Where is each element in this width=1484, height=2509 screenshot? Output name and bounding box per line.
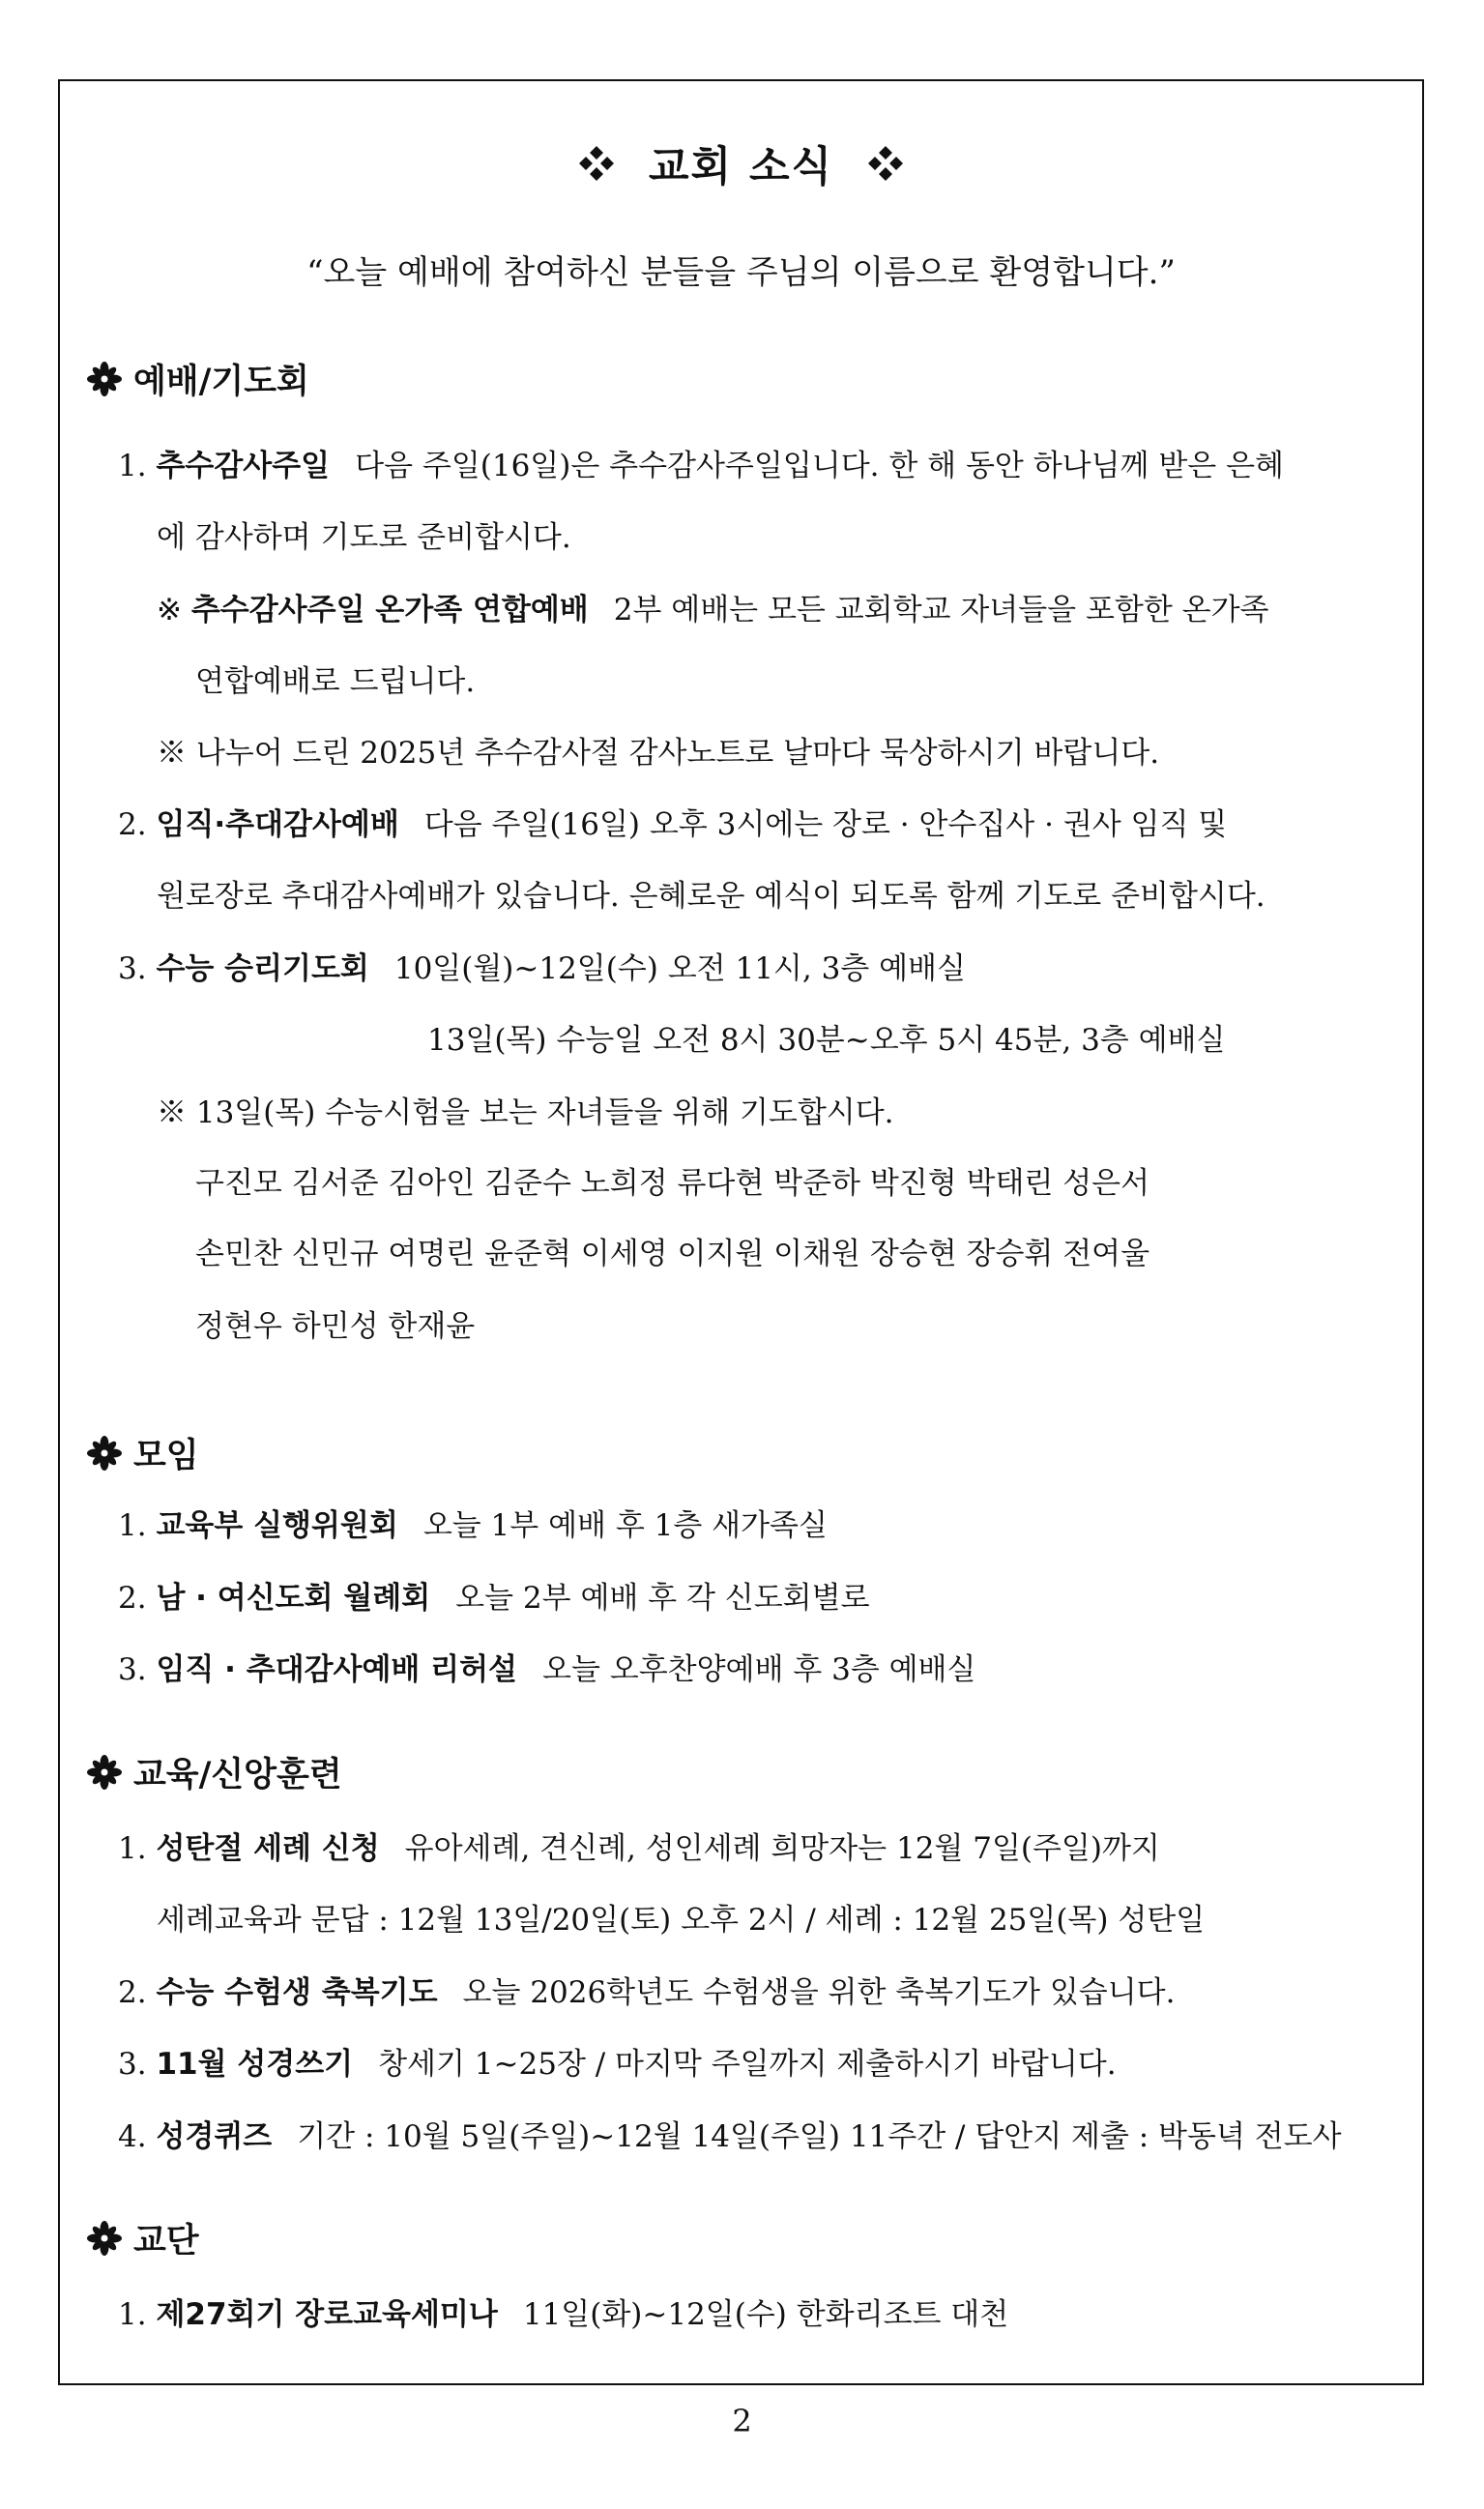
item-number: 2. <box>118 1975 147 2010</box>
item-number: 3. <box>118 951 147 986</box>
list-item <box>118 949 966 988</box>
section-worship-heading <box>87 355 309 403</box>
ornament-left-icon <box>577 144 616 183</box>
item-text: 오늘 2026학년도 수험생을 위한 축복기도가 있습니다. <box>462 1975 1176 2010</box>
list-item <box>118 805 1227 844</box>
item-number: 3. <box>118 2047 147 2082</box>
item-heading: 성경퀴즈 <box>156 2119 273 2154</box>
item-continuation: 원로장로 추대감사예배가 있습니다. 은혜로운 예식이 되도록 함께 기도로 준비합시다. <box>157 879 1266 914</box>
list-item <box>118 1650 975 1689</box>
list-item <box>118 1506 828 1545</box>
item-number: 1. <box>118 2297 147 2332</box>
item-text: 창세기 1~25장 / 마지막 주일까지 제출하시기 바랍니다. <box>378 2047 1117 2082</box>
item-text: 다음 주일(16일) 오후 3시에는 장로 · 안수집사 · 권사 임직 및 <box>423 807 1228 842</box>
student-names: 손민찬 신민규 여명린 윤준혁 이세영 이지원 이채원 장승현 장승휘 전여울 <box>195 1237 1150 1271</box>
item-text: 오늘 오후찬양예배 후 3층 예배실 <box>542 1652 976 1687</box>
list-item <box>118 2045 1117 2084</box>
note-continuation: 연합예배로 드립니다. <box>195 664 476 699</box>
note-mark: ※ <box>157 736 187 771</box>
item-number: 2. <box>118 807 147 842</box>
section-denomination-heading <box>87 2214 199 2262</box>
page-title: 교회 소식 <box>648 142 834 191</box>
item-continuation: 세례교육과 문답 : 12월 13일/20일(토) 오후 2시 / 세례 : 12월 25일(목) 성탄일 <box>157 1903 1206 1938</box>
item-number: 1. <box>118 1508 147 1543</box>
welcome-message: “오늘 예배에 참여하신 분들을 주님의 이름으로 환영합니다.” <box>306 253 1176 292</box>
note-mark: ※ <box>157 1095 187 1130</box>
item-number: 3. <box>118 1652 147 1687</box>
item-continuation: 13일(목) 수능일 오전 8시 30분~오후 5시 45분, 3층 예배실 <box>427 1023 1226 1058</box>
item-text: 11일(화)~12일(수) 한화리조트 대천 <box>522 2297 1009 2332</box>
item-number: 2. <box>118 1581 147 1616</box>
note-mark: ※ <box>157 593 182 627</box>
item-heading: 남 · 여신도회 월례회 <box>156 1581 431 1616</box>
list-item <box>118 447 1284 485</box>
list-item <box>118 1973 1175 2012</box>
section-title: 모임 <box>133 1437 199 1475</box>
item-heading: 임직·추대감사예배 <box>156 807 399 842</box>
item-text: 다음 주일(16일)은 추수감사주일입니다. 한 해 동안 하나님께 받은 은혜 <box>355 449 1284 483</box>
flower-bullet-icon <box>87 2221 122 2256</box>
item-heading: 성탄절 세례 신청 <box>156 1831 380 1866</box>
list-item <box>118 1579 870 1618</box>
item-continuation: 에 감사하며 기도로 준비합시다. <box>157 520 571 555</box>
list-item <box>118 1829 1160 1868</box>
flower-bullet-icon <box>87 1755 122 1790</box>
note-line <box>157 1094 894 1132</box>
note-text: 나누어 드린 2025년 추수감사절 감사노트로 날마다 묵상하시기 바랍니다. <box>195 736 1160 771</box>
note-line <box>157 734 1159 773</box>
flower-bullet-icon <box>87 362 122 396</box>
item-heading: 임직 · 추대감사예배 리허설 <box>156 1652 517 1687</box>
note-text: 13일(목) 수능시험을 보는 자녀들을 위해 기도합시다. <box>195 1095 894 1130</box>
note-line <box>157 591 1269 629</box>
section-title: 교육/신앙훈련 <box>133 1756 342 1794</box>
ornament-right-icon <box>866 144 905 183</box>
item-heading: 수능 수험생 축복기도 <box>156 1975 438 2010</box>
page-number: 2 <box>732 2403 752 2439</box>
title-row <box>60 130 1422 197</box>
section-education-heading <box>87 1748 342 1796</box>
section-title: 예배/기도회 <box>133 363 309 401</box>
item-heading: 제27회기 장로교육세미나 <box>156 2297 498 2332</box>
item-text: 10일(월)~12일(수) 오전 11시, 3층 예배실 <box>393 951 966 986</box>
item-heading: 11월 성경쓰기 <box>156 2047 354 2082</box>
section-title: 교단 <box>133 2222 199 2261</box>
item-number: 1. <box>118 1831 147 1866</box>
item-number: 4. <box>118 2119 147 2154</box>
item-text: 오늘 1부 예배 후 1층 새가족실 <box>422 1508 828 1543</box>
item-text: 오늘 2부 예배 후 각 신도회별로 <box>455 1581 870 1616</box>
item-heading: 수능 승리기도회 <box>156 951 369 986</box>
student-names: 정현우 하민성 한재윤 <box>195 1309 476 1344</box>
flower-bullet-icon <box>87 1436 122 1471</box>
item-number: 1. <box>118 449 147 483</box>
list-item <box>118 2117 1342 2156</box>
item-text: 기간 : 10월 5일(주일)~12월 14일(주일) 11주간 / 답안지 제출 : 박동녁 전도사 <box>297 2119 1342 2154</box>
item-heading: 교육부 실행위원회 <box>156 1508 398 1543</box>
list-item <box>118 2295 1008 2334</box>
item-heading: 추수감사주일 <box>156 449 331 483</box>
note-heading: 추수감사주일 온가족 연합예배 <box>190 593 589 627</box>
note-text: 2부 예배는 모든 교회학교 자녀들을 포함한 온가족 <box>613 593 1269 627</box>
section-meetings-heading <box>87 1429 199 1477</box>
item-text: 유아세례, 견신례, 성인세례 희망자는 12월 7일(주일)까지 <box>404 1831 1160 1866</box>
bulletin-frame <box>58 79 1424 2385</box>
student-names: 구진모 김서준 김아인 김준수 노희정 류다현 박준하 박진형 박태린 성은서 <box>195 1166 1150 1201</box>
